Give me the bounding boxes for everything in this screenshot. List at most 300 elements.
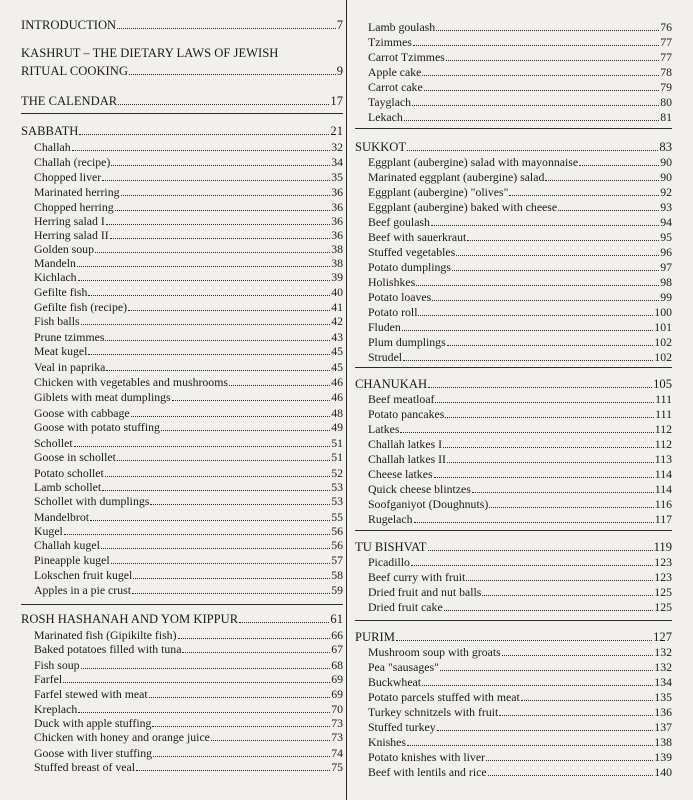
dot-leader	[211, 740, 330, 741]
toc-entry	[355, 215, 672, 229]
toc-page-number: 36	[331, 200, 343, 214]
toc-entry-title: TU BISHVAT	[355, 540, 427, 554]
toc-entry	[21, 628, 343, 642]
toc-page-number: 38	[331, 256, 343, 270]
toc-entry	[355, 482, 672, 496]
dot-leader	[161, 430, 330, 431]
dot-leader	[95, 252, 330, 253]
dot-leader	[486, 760, 653, 761]
toc-page-number: 92	[660, 185, 672, 199]
toc-page-number: 36	[331, 185, 343, 199]
toc-entry-title: Beef goulash	[368, 215, 430, 229]
toc-page-number: 52	[331, 466, 343, 480]
toc-section-heading	[21, 18, 343, 32]
toc-entry-title: Challah (recipe)	[34, 155, 111, 169]
dot-leader	[428, 550, 653, 551]
dot-leader	[117, 28, 336, 29]
toc-entry-title: Kugel	[34, 524, 63, 538]
toc-entry	[21, 583, 343, 597]
toc-section-heading	[21, 46, 343, 60]
dot-leader	[90, 520, 330, 521]
toc-page-number: 75	[331, 760, 343, 774]
dot-leader	[239, 622, 329, 623]
dot-leader	[105, 340, 330, 341]
dot-leader	[521, 700, 654, 701]
toc-entry	[355, 95, 672, 109]
dot-leader	[437, 730, 654, 731]
toc-page-number: 41	[331, 300, 343, 314]
toc-page-number: 117	[654, 512, 672, 526]
toc-entry	[21, 642, 343, 656]
toc-entry-title: Baked potatoes filled with tuna	[34, 642, 182, 656]
toc-entry-title: Herring salad II	[34, 228, 109, 242]
toc-entry	[355, 705, 672, 719]
toc-entry-title: Beef curry with fruit	[368, 570, 466, 584]
toc-page-number: 66	[331, 628, 343, 642]
toc-entry	[21, 450, 343, 464]
toc-entry-title: Challah kugel	[34, 538, 100, 552]
dot-leader	[102, 180, 330, 181]
toc-entry-title: Dried fruit and nut balls	[368, 585, 482, 599]
toc-entry	[355, 585, 672, 599]
toc-entry-title: Potato parcels stuffed with meat	[368, 690, 520, 704]
toc-entry-title: Eggplant (aubergine) salad with mayonnaise	[368, 155, 579, 169]
toc-page-number: 127	[653, 630, 672, 644]
dot-leader	[136, 770, 330, 771]
toc-entry-title: Farfel stewed with meat	[34, 687, 148, 701]
toc-page-number: 99	[660, 290, 672, 304]
dot-leader	[121, 195, 331, 196]
dot-leader	[432, 300, 659, 301]
toc-page-number: 93	[660, 200, 672, 214]
dot-leader	[452, 270, 659, 271]
toc-entry	[21, 524, 343, 538]
dot-leader	[428, 387, 652, 388]
toc-page-number: 100	[654, 305, 672, 319]
toc-page-number: 45	[331, 360, 343, 374]
toc-page-number: 112	[654, 422, 672, 436]
toc-page-number: 81	[660, 110, 672, 124]
toc-entry	[355, 392, 672, 406]
dot-leader	[131, 416, 331, 417]
dot-leader	[482, 595, 653, 596]
dot-leader	[153, 756, 330, 757]
toc-page-number: 90	[660, 155, 672, 169]
toc-entry-title: Mandeln	[34, 256, 76, 270]
toc-page-number: 135	[654, 690, 672, 704]
toc-entry	[21, 330, 343, 344]
dot-leader	[115, 210, 331, 211]
toc-entry	[355, 675, 672, 689]
toc-section-heading	[355, 140, 672, 154]
toc-entry	[21, 436, 343, 450]
toc-entry-title: Goose with liver stuffing	[34, 746, 153, 760]
dot-leader	[488, 775, 654, 776]
dot-leader	[64, 534, 330, 535]
toc-entry	[21, 746, 343, 760]
dot-leader	[77, 266, 330, 267]
toc-entry-title: Soofganiyot (Doughnuts)	[368, 497, 489, 511]
toc-entry-title: Potato loaves	[368, 290, 432, 304]
toc-entry	[355, 335, 672, 349]
toc-entry	[355, 230, 672, 244]
toc-entry-title: Pineapple kugel	[34, 553, 110, 567]
toc-entry-title: Fish soup	[34, 658, 80, 672]
toc-entry-title: Fish balls	[34, 314, 80, 328]
toc-page-number: 69	[331, 672, 343, 686]
toc-entry	[21, 300, 343, 314]
toc-entry	[355, 720, 672, 734]
toc-entry-title: Gefilte fish	[34, 285, 88, 299]
toc-page-number: 95	[660, 230, 672, 244]
toc-entry	[21, 314, 343, 328]
toc-page-number: 56	[331, 538, 343, 552]
toc-entry-title: Challah	[34, 140, 71, 154]
toc-entry-title: Lokschen fruit kugel	[34, 568, 133, 582]
toc-entry-title: INTRODUCTION	[21, 18, 117, 32]
toc-page-number: 56	[331, 524, 343, 538]
toc-section-heading	[21, 94, 343, 108]
dot-leader	[407, 150, 658, 151]
toc-page-number: 77	[660, 35, 672, 49]
section-rule	[21, 113, 343, 114]
dot-leader	[79, 134, 329, 135]
toc-entry-title: Goose with potato stuffing	[34, 420, 160, 434]
toc-entry	[21, 140, 343, 154]
dot-leader	[105, 476, 330, 477]
toc-entry	[21, 658, 343, 672]
toc-page-number: 116	[654, 497, 672, 511]
toc-page-number: 61	[330, 612, 343, 626]
dot-leader	[88, 295, 330, 296]
dot-leader	[436, 30, 659, 31]
toc-entry	[21, 344, 343, 358]
toc-page-number: 132	[654, 660, 672, 674]
toc-entry	[21, 538, 343, 552]
toc-page-number: 132	[654, 645, 672, 659]
dot-leader	[422, 685, 653, 686]
toc-entry	[21, 406, 343, 420]
toc-page-number: 69	[331, 687, 343, 701]
toc-page-number: 140	[654, 765, 672, 779]
toc-entry-title: Chopped liver	[34, 170, 102, 184]
toc-page-number: 53	[331, 494, 343, 508]
toc-entry	[355, 422, 672, 436]
toc-entry-title: Kichlach	[34, 270, 77, 284]
toc-entry-title: Turkey schnitzels with fruit	[368, 705, 499, 719]
toc-entry-title: Potato knishes with liver	[368, 750, 485, 764]
toc-entry	[355, 50, 672, 64]
toc-page-number: 51	[331, 436, 343, 450]
toc-entry	[355, 452, 672, 466]
toc-entry-title: Mandelbrot	[34, 510, 90, 524]
toc-page-number: 98	[660, 275, 672, 289]
toc-entry	[355, 765, 672, 779]
dot-leader	[118, 104, 329, 105]
toc-page-number: 45	[331, 344, 343, 358]
toc-entry-title: SUKKOT	[355, 140, 407, 154]
toc-page-number: 114	[654, 482, 672, 496]
toc-page-number: 102	[654, 335, 672, 349]
toc-page-number: 76	[660, 20, 672, 34]
dot-leader	[403, 360, 653, 361]
toc-entry-title: Buckwheat	[368, 675, 422, 689]
dot-leader	[400, 432, 653, 433]
toc-entry-title: Schollet	[34, 436, 73, 450]
toc-entry-title: Golden soup	[34, 242, 94, 256]
dot-leader	[447, 345, 654, 346]
toc-entry	[355, 690, 672, 704]
toc-entry	[355, 20, 672, 34]
toc-page-number: 59	[331, 583, 343, 597]
toc-entry	[21, 494, 343, 508]
toc-page-number: 125	[654, 600, 672, 614]
toc-entry	[355, 437, 672, 451]
toc-page-number: 139	[654, 750, 672, 764]
toc-entry-title: Lamb schollet	[34, 480, 102, 494]
dot-leader	[149, 697, 331, 698]
toc-entry-title: Cheese latkes	[368, 467, 433, 481]
dot-leader	[72, 150, 331, 151]
section-rule	[355, 530, 672, 531]
toc-entry-title: Quick cheese blintzes	[368, 482, 471, 496]
toc-page-number: 70	[331, 702, 343, 716]
toc-entry-title: Gefilte fish (recipe)	[34, 300, 128, 314]
toc-page-number: 136	[654, 705, 672, 719]
toc-entry-title: Marinated eggplant (aubergine) salad	[368, 170, 545, 184]
toc-page-number: 97	[660, 260, 672, 274]
dot-leader	[101, 548, 330, 549]
section-rule	[21, 604, 343, 605]
toc-entry	[355, 290, 672, 304]
toc-entry	[355, 185, 672, 199]
toc-entry-title: Marinated fish (Gipikilte fish)	[34, 628, 177, 642]
dot-leader	[444, 610, 654, 611]
dot-leader	[152, 726, 330, 727]
dot-leader	[229, 385, 330, 386]
toc-entry-title: Stuffed vegetables	[368, 245, 456, 259]
dot-leader	[128, 310, 330, 311]
toc-page-number: 42	[331, 314, 343, 328]
toc-page-number: 35	[331, 170, 343, 184]
dot-leader	[81, 324, 331, 325]
toc-page-number: 101	[654, 320, 672, 334]
toc-entry-title: KASHRUT – THE DIETARY LAWS OF JEWISH	[21, 46, 279, 60]
toc-page-number: 43	[331, 330, 343, 344]
toc-page-number: 125	[654, 585, 672, 599]
toc-entry	[21, 375, 343, 389]
dot-leader	[509, 195, 659, 196]
toc-entry	[355, 65, 672, 79]
dot-leader	[440, 670, 653, 671]
toc-entry	[21, 256, 343, 270]
toc-entry-title: Goose with cabbage	[34, 406, 130, 420]
toc-page-number: 34	[331, 155, 343, 169]
toc-page-number: 113	[654, 452, 672, 466]
toc-page-number: 112	[654, 437, 672, 451]
toc-page-number: 73	[331, 716, 343, 730]
toc-entry-title: PURIM	[355, 630, 395, 644]
toc-page-number: 36	[331, 228, 343, 242]
toc-entry	[21, 716, 343, 730]
toc-page-number: 46	[331, 390, 343, 404]
toc-entry-title: Challah latkes II	[368, 452, 446, 466]
toc-entry	[21, 480, 343, 494]
dot-leader	[472, 492, 654, 493]
toc-entry	[355, 155, 672, 169]
toc-page-number: 111	[655, 392, 672, 406]
toc-page-number: 58	[331, 568, 343, 582]
toc-entry	[21, 466, 343, 480]
toc-entry-title: Dried fruit cake	[368, 600, 443, 614]
dot-leader	[129, 74, 336, 75]
toc-entry-title: Lamb goulash	[368, 20, 436, 34]
dot-leader	[447, 462, 654, 463]
toc-entry	[355, 497, 672, 511]
toc-page-number: 96	[660, 245, 672, 259]
toc-entry	[355, 275, 672, 289]
dot-leader	[106, 370, 330, 371]
toc-page-number: 9	[336, 64, 343, 78]
dot-leader	[133, 578, 330, 579]
toc-entry	[355, 750, 672, 764]
toc-page-number: 119	[653, 540, 672, 554]
toc-page-number: 53	[331, 480, 343, 494]
toc-page-number: 102	[654, 350, 672, 364]
toc-entry	[21, 270, 343, 284]
toc-section-heading	[21, 612, 343, 626]
dot-leader	[102, 490, 330, 491]
toc-entry-title: Farfel	[34, 672, 63, 686]
toc-entry-title: Apple cake	[368, 65, 422, 79]
dot-leader	[88, 354, 330, 355]
toc-entry	[21, 185, 343, 199]
section-rule	[355, 620, 672, 621]
dot-leader	[446, 60, 659, 61]
dot-leader	[106, 224, 330, 225]
dot-leader	[466, 580, 653, 581]
dot-leader	[418, 315, 653, 316]
toc-entry-title: Tayglach	[368, 95, 412, 109]
toc-entry-title: Lekach	[368, 110, 403, 124]
toc-entry-title: Strudel	[368, 350, 403, 364]
toc-entry	[355, 80, 672, 94]
dot-leader	[111, 563, 331, 564]
toc-entry-title: THE CALENDAR	[21, 94, 118, 108]
dot-leader	[502, 655, 654, 656]
toc-entry	[355, 35, 672, 49]
toc-entry	[21, 285, 343, 299]
toc-entry-title: CHANUKAH	[355, 377, 428, 391]
toc-entry	[355, 320, 672, 334]
toc-entry	[355, 600, 672, 614]
toc-entry-title: Carrot Tzimmes	[368, 50, 445, 64]
dot-leader	[402, 330, 654, 331]
toc-section-heading	[355, 540, 672, 554]
toc-entry	[21, 228, 343, 242]
toc-entry-title: Plum dumplings	[368, 335, 446, 349]
toc-entry-title: Beef with lentils and rice	[368, 765, 487, 779]
dot-leader	[132, 593, 330, 594]
toc-page-number: 38	[331, 242, 343, 256]
dot-leader	[407, 745, 653, 746]
toc-entry-title: Tzimmes	[368, 35, 412, 49]
dot-leader	[411, 565, 653, 566]
toc-entry-title: Latkes	[368, 422, 400, 436]
toc-page-number: 138	[654, 735, 672, 749]
dot-leader	[434, 477, 654, 478]
toc-entry-title: RITUAL COOKING	[21, 64, 128, 78]
toc-entry-title: Giblets with meat dumplings	[34, 390, 171, 404]
dot-leader	[579, 165, 659, 166]
toc-page-number: 67	[331, 642, 343, 656]
toc-page-number: 123	[654, 555, 672, 569]
toc-page-number: 111	[655, 407, 672, 421]
toc-entry-title: Chicken with honey and orange juice	[34, 730, 210, 744]
dot-leader	[443, 447, 654, 448]
toc-entry	[21, 420, 343, 434]
toc-entry	[21, 360, 343, 374]
toc-entry	[21, 760, 343, 774]
dot-leader	[110, 238, 331, 239]
toc-entry	[355, 407, 672, 421]
toc-entry	[355, 350, 672, 364]
toc-entry-title: Veal in paprika	[34, 360, 106, 374]
toc-entry	[355, 512, 672, 526]
toc-entry	[21, 170, 343, 184]
dot-leader	[396, 640, 652, 641]
toc-entry	[21, 687, 343, 701]
toc-entry-title: Schollet with dumplings	[34, 494, 150, 508]
toc-entry-title: Eggplant (aubergine) "olives"	[368, 185, 509, 199]
toc-entry-title: Pea "sausages"	[368, 660, 439, 674]
dot-leader	[172, 400, 331, 401]
toc-page-number: 55	[331, 510, 343, 524]
toc-page-number: 78	[660, 65, 672, 79]
toc-entry	[21, 730, 343, 744]
toc-page-number: 36	[331, 214, 343, 228]
toc-page-number: 90	[660, 170, 672, 184]
toc-page-number: 73	[331, 730, 343, 744]
toc-entry-title: Herring salad I	[34, 214, 105, 228]
dot-leader	[81, 668, 331, 669]
toc-page-number: 79	[660, 80, 672, 94]
toc-section-heading	[355, 377, 672, 391]
toc-entry-title: Rugelach	[368, 512, 413, 526]
toc-entry-title: Potato schollet	[34, 466, 104, 480]
toc-entry-title: Potato dumplings	[368, 260, 451, 274]
toc-page-number: 21	[330, 124, 343, 138]
column-divider	[346, 0, 347, 800]
dot-leader	[435, 402, 654, 403]
toc-entry	[355, 245, 672, 259]
toc-page-number: 94	[660, 215, 672, 229]
toc-entry-title: Prune tzimmes	[34, 330, 105, 344]
toc-entry	[21, 672, 343, 686]
dot-leader	[445, 417, 654, 418]
toc-entry-title: Goose in schollet	[34, 450, 116, 464]
toc-page-number: 46	[331, 375, 343, 389]
section-rule	[355, 128, 672, 129]
toc-entry	[21, 553, 343, 567]
toc-entry-title: Holishkes	[368, 275, 416, 289]
toc-page-number: 40	[331, 285, 343, 299]
section-rule	[355, 367, 672, 368]
toc-entry-title: Chopped herring	[34, 200, 114, 214]
toc-section-heading	[355, 630, 672, 644]
toc-entry-title: Kreplach	[34, 702, 78, 716]
toc-page-number: 114	[654, 467, 672, 481]
